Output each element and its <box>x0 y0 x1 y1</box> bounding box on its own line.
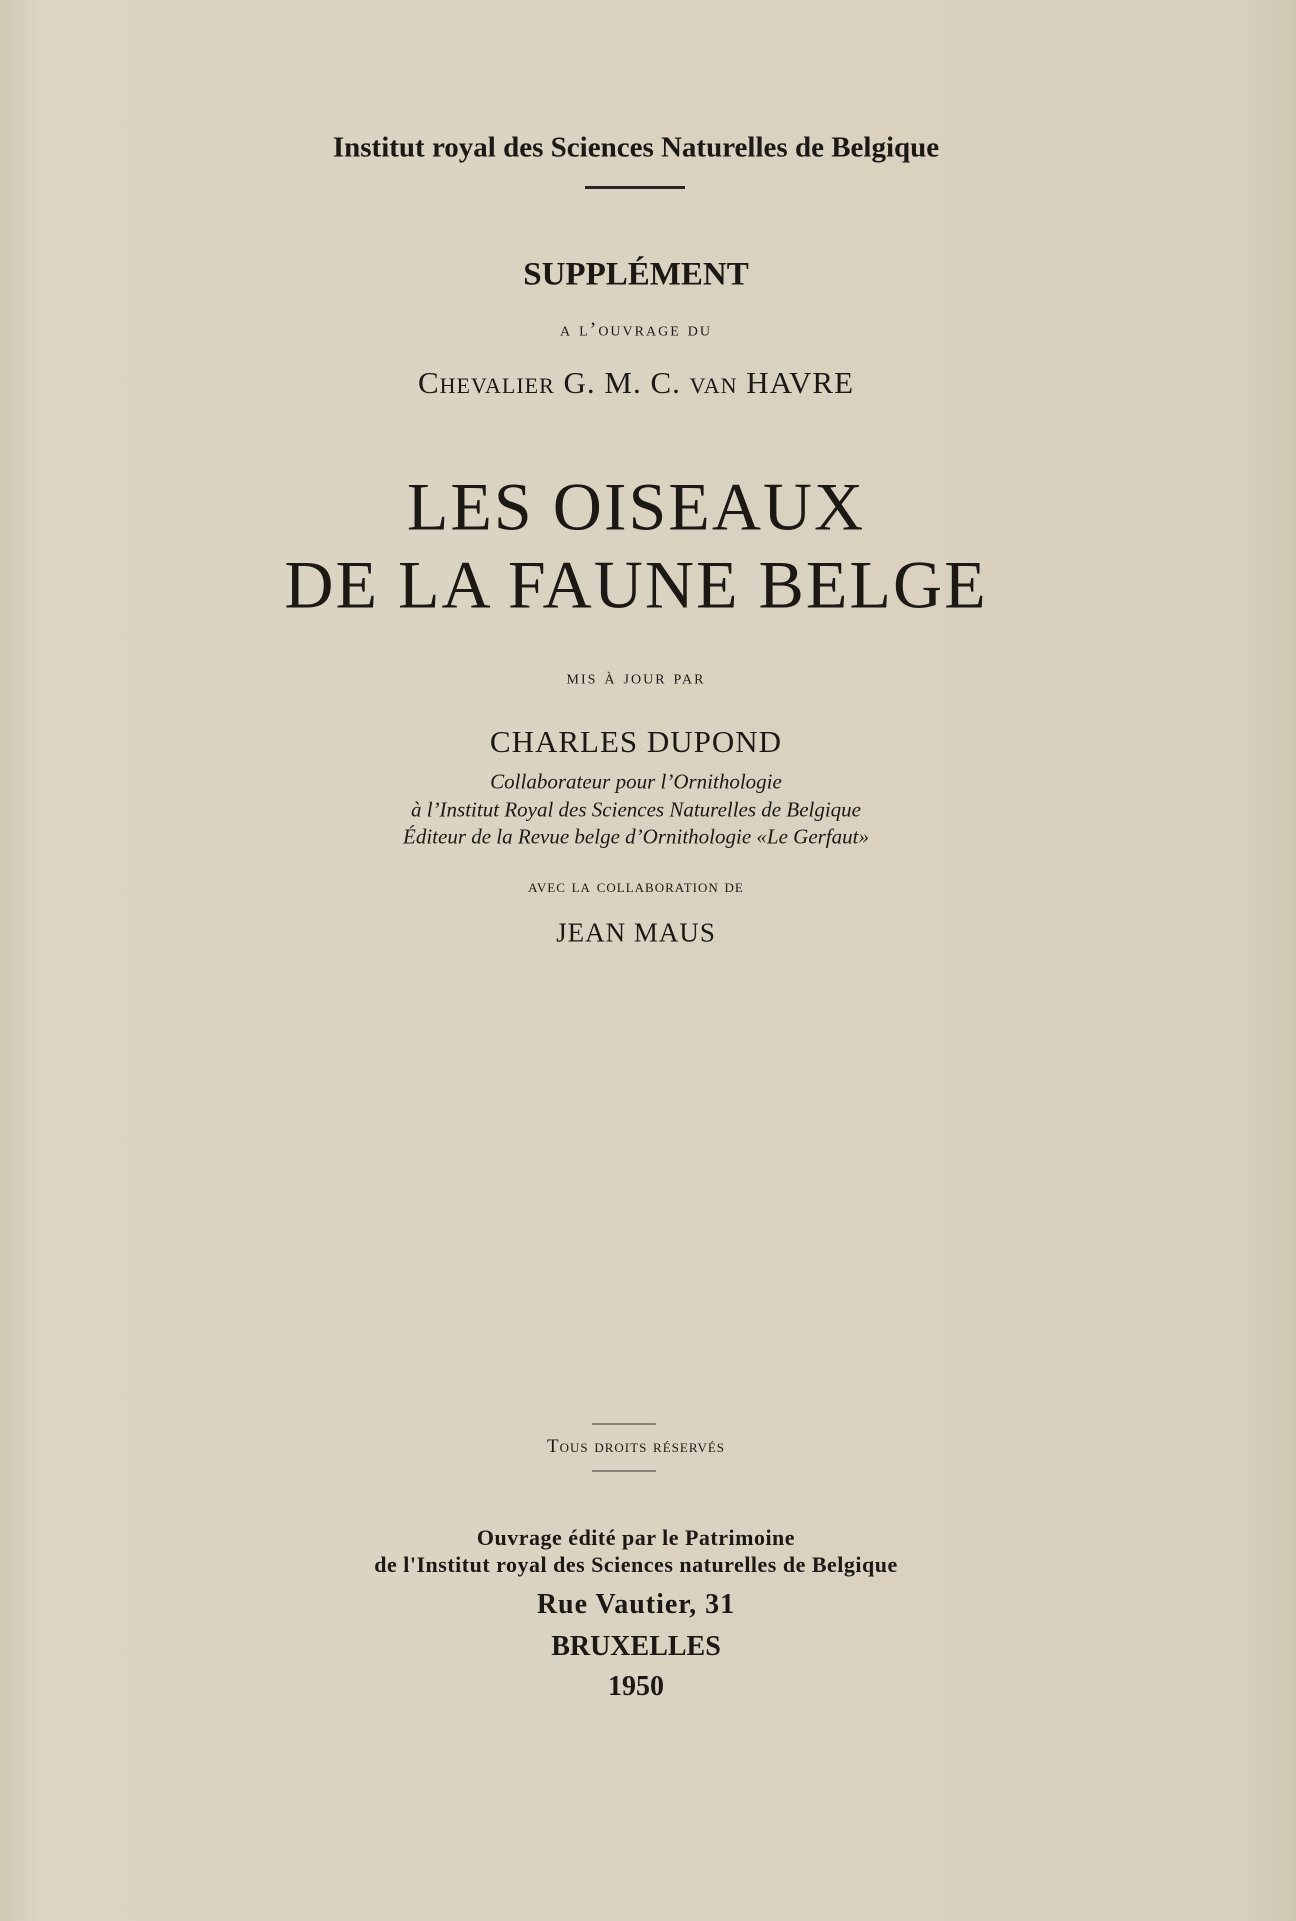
credential-line: Éditeur de la Revue belge d’Ornithologie «Le Gerfaut» <box>403 824 869 849</box>
divider-rule <box>592 1470 656 1472</box>
publisher-address: Rue Vautier, 31 <box>536 1589 736 1620</box>
book-title-line2: DE LA FAUNE BELGE <box>284 546 988 623</box>
divider-rule <box>585 186 685 189</box>
credential-line: à l’Institut Royal des Sciences Naturelles de Belgique <box>410 797 862 822</box>
publisher-line2: de l'Institut royal des Sciences naturelles de Belgique <box>374 1552 898 1577</box>
collaboration-label: avec la collaboration de <box>528 876 744 897</box>
supplement-subtitle: a l’ouvrage du <box>560 318 712 341</box>
collaborator-name: JEAN MAUS <box>556 917 716 948</box>
publisher-city: BRUXELLES <box>551 1631 721 1662</box>
credential-line: Collaborateur pour l’Ornithologie <box>490 769 782 794</box>
book-title-line1: LES OISEAUX <box>406 468 866 545</box>
divider-rule <box>592 1423 656 1425</box>
updated-by-label: mis à jour par <box>566 666 706 689</box>
update-author: CHARLES DUPOND <box>489 724 783 759</box>
supplement-title: SUPPLÉMENT <box>523 256 749 293</box>
rights-notice: Tous droits réservés <box>546 1436 726 1457</box>
institution-name: Institut royal des Sciences Naturelles de Belgique <box>332 131 940 164</box>
original-author: Chevalier G. M. C. van HAVRE <box>417 365 855 400</box>
publication-year: 1950 <box>608 1671 664 1702</box>
publisher-line1: Ouvrage édité par le Patrimoine <box>476 1525 796 1550</box>
